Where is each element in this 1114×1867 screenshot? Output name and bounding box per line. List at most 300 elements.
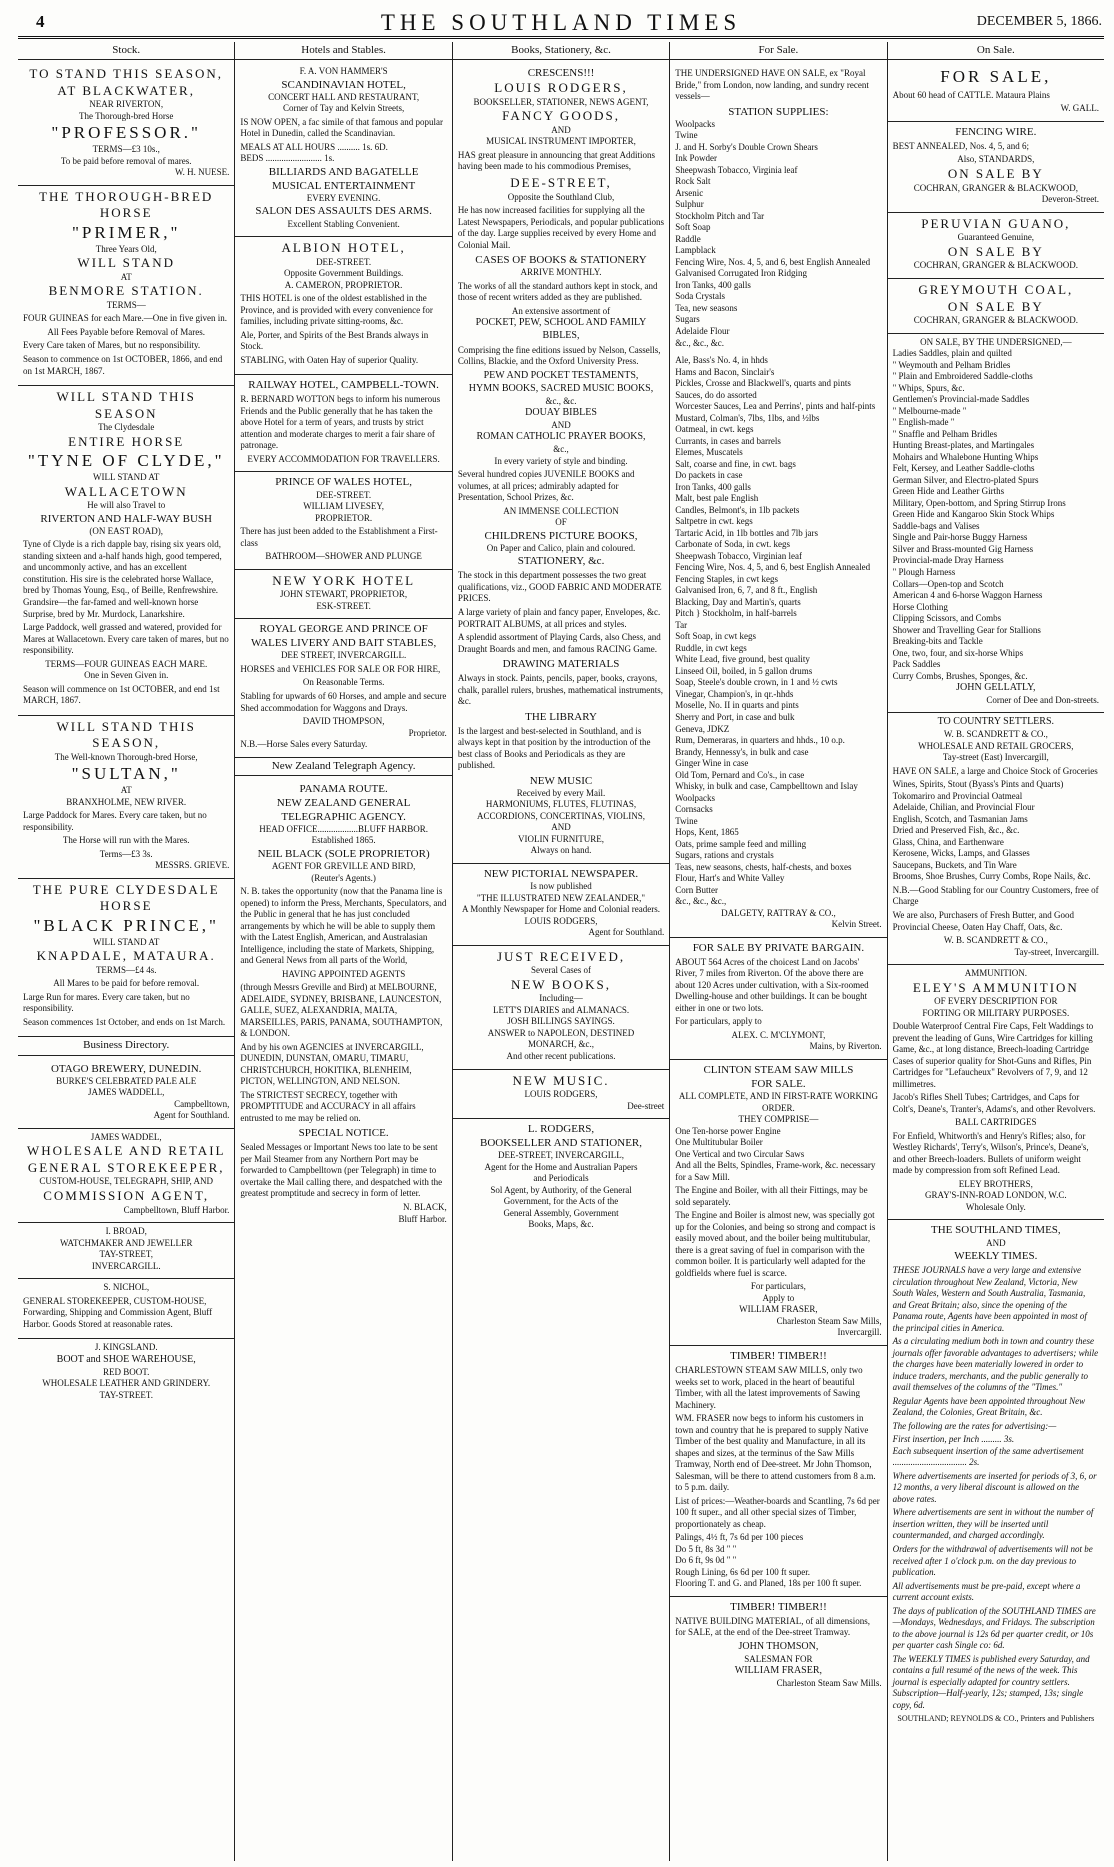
ad-line: Is now published xyxy=(530,881,592,892)
list-item: Woolpacks xyxy=(675,792,715,803)
ad-albion-hotel xyxy=(235,237,451,375)
ad-saddlery xyxy=(888,334,1104,714)
ad-line: General Assembly, Government xyxy=(503,1207,619,1218)
ad-signature: N. BLACK, xyxy=(403,1202,447,1212)
list-item: Clipping Scissors, and Combs xyxy=(892,613,1002,624)
list-item: Old Tom, Pernard and Co's., in case xyxy=(675,769,805,780)
ad-line: WEEKLY TIMES. xyxy=(954,1250,1038,1263)
ad-signature: ALEX. C. M'CLYMONT, xyxy=(731,1029,826,1040)
ad-line: Several Cases of xyxy=(531,965,591,976)
list-item: Saddle-bags and Valises xyxy=(892,520,980,531)
list-item: Sherry and Port, in case and bulk xyxy=(675,712,795,722)
ad-line: STATION SUPPLIES: xyxy=(728,105,829,118)
list-item: Linseed Oil, boiled, in 5 gallon drums xyxy=(675,665,813,676)
list-item: White Lead, five ground, best quality xyxy=(675,654,810,665)
masthead xyxy=(18,6,1104,39)
ad-line: TO COUNTRY SETTLERS. xyxy=(937,716,1055,728)
ad-line: "TYNE OF CLYDE," xyxy=(27,451,225,471)
list-item: Iron Tanks, 400 galls xyxy=(675,481,751,492)
ad-line: Opposite the Southland Club, xyxy=(507,191,615,202)
ad-prince-of-wales-hotel xyxy=(235,472,451,569)
ad-line: HAVING APPOINTED AGENTS xyxy=(281,968,406,979)
issue-date: DECEMBER 5, 1866. xyxy=(976,14,1102,29)
ad-text: R. BERNARD WOTTON begs to inform his numerous Friends and the Public generally that he has taken the above Hotel for a term of years, and trusts by strict attention and moderate charges to merit a fair share of patronage. xyxy=(240,394,441,451)
ad-line: To be paid before removal of mares. xyxy=(60,155,192,166)
ad-fencing-wire xyxy=(888,122,1104,213)
ad-text: Every Care taken of Mares, but no responsibility. xyxy=(23,340,201,351)
ad-line: COMMISSION AGENT, xyxy=(43,1187,210,1203)
ad-line: CHILDRENS PICTURE BOOKS, xyxy=(484,529,638,542)
ad-line: THE LIBRARY xyxy=(525,710,597,723)
ad-line: (Reuter's Agents.) xyxy=(311,872,376,883)
ad-text: About 60 head of CATTLE. Mataura Plains xyxy=(892,89,1050,100)
list-item: Hops, Kent, 1865 xyxy=(675,827,739,838)
ad-line: WILL STAND AT xyxy=(92,936,160,947)
ad-line: Three Years Old, xyxy=(95,243,157,254)
list-item: Ale, Bass's No. 4, in hhds xyxy=(675,355,768,366)
ad-line: Always on hand. xyxy=(530,845,592,856)
ad-line: NEW BOOKS, xyxy=(511,976,611,992)
ad-line: THE SOUTHLAND TIMES, xyxy=(931,1224,1061,1237)
list-item: Oatmeal, in cwt. kegs xyxy=(675,424,754,435)
ad-text: Season will commence on 1st OCTOBER, and end 1st MARCH, 1867. xyxy=(23,683,220,706)
ad-line: Agent for Southland. xyxy=(153,1110,230,1121)
ad-line: GRAY'S-INN-ROAD LONDON, W.C. xyxy=(925,1190,1067,1201)
ad-clinton-saw-mills xyxy=(670,1060,886,1346)
ad-cattle xyxy=(888,63,1104,122)
ad-line: TERMS— xyxy=(106,299,146,310)
ad-text: HORSES and VEHICLES FOR SALE OR FOR HIRE, xyxy=(240,663,441,674)
ad-line: ELEY'S AMMUNITION xyxy=(912,979,1079,995)
ad-line: CONCERT HALL AND RESTAURANT, xyxy=(268,91,420,102)
ad-line: AND xyxy=(986,1237,1006,1248)
ad-line: NEW MUSIC xyxy=(529,774,593,787)
column-for-sale xyxy=(670,42,887,1861)
list-item: One Ten-horse power Engine xyxy=(675,1125,781,1136)
list-item: Glass, China, and Earthenware xyxy=(892,836,1004,847)
list-item: Sugars, rations and crystals xyxy=(675,850,774,861)
ad-line: ROYAL GEORGE AND PRINCE OF WALES LIVERY AND BAIT STABLES, xyxy=(251,623,437,650)
ad-line: BENMORE STATION. xyxy=(48,283,204,299)
list-item: Soft Soap xyxy=(675,222,711,233)
ad-line: PROPRIETOR. xyxy=(315,512,373,523)
ad-timber-2 xyxy=(670,1597,886,1696)
list-item: Galvanised Iron, 6, 7, and 8 ft., English xyxy=(675,585,818,596)
ad-line: Agent for Southland. xyxy=(588,927,665,938)
ad-line: N.B.—Horse Sales every Saturday. xyxy=(240,739,368,750)
ad-line: GENERAL STOREKEEPER, xyxy=(27,1159,225,1175)
ad-line: SALESMAN FOR xyxy=(744,1653,813,1664)
ad-line: TO STAND THIS SEASON, xyxy=(29,66,223,82)
ad-text: BEST ANNEALED, Nos. 4, 5, and 6; xyxy=(892,140,1029,151)
ad-line: DEE-STREET, xyxy=(510,174,612,190)
ad-text: Where advertisements are sent in without the number of insertion written, they will be inserted until countermanded, and charged accordingly. xyxy=(892,1507,1094,1541)
ad-line: BOOKSELLER, STATIONER, NEWS AGENT, xyxy=(473,96,649,107)
ad-line: KNAPDALE, MATAURA. xyxy=(36,948,216,964)
ad-text: CHARLESTOWN STEAM SAW MILLS, only two weeks set to work, placed in the heart of beautiful Timber, with all the latest improvements of Sawing Machinery. xyxy=(675,1365,863,1410)
ad-line: MONARCH, &c., xyxy=(528,1039,595,1050)
ad-line: FENCING WIRE. xyxy=(955,125,1037,138)
ad-text: The days of publication of the SOUTHLAND TIMES are—Mondays, Wednesdays, and Fridays. The subscription to the above journal is 12s 6d per quarter credit, or 10s per quarter cash Single co: 6d. xyxy=(892,1605,1096,1651)
ad-line: THE PURE CLYDESDALE HORSE xyxy=(32,881,220,914)
ad-text: FOUR GUINEAS for each Mare.—One in five given in. xyxy=(23,313,227,324)
column-heading: Hotels and Stables. xyxy=(235,42,451,60)
list-item: Pitch } Stockholm, in half-barrels xyxy=(675,608,797,619)
ad-line: TERMS—£4 4s. xyxy=(95,964,157,975)
ad-line: TIMBER! TIMBER!! xyxy=(730,1349,827,1362)
ad-line: Including— xyxy=(539,993,583,1004)
ad-line: And other recent publications. xyxy=(506,1051,616,1061)
ad-text: The stock in this department possesses the two great qualifications, viz., GOOD FABRIC AND MODERATE PRICES. xyxy=(457,570,662,604)
list-item: Curry Combs, Brushes, Sponges, &c. xyxy=(892,670,1028,681)
list-item: Cornsacks xyxy=(675,804,713,815)
ad-line: Corner of Tay and Kelvin Streets, xyxy=(283,103,405,114)
column-heading: On Sale. xyxy=(888,42,1104,60)
ad-text: Large Paddock for Mares. Every care taken, but no responsibility. xyxy=(23,810,207,832)
ad-text: The Engine and Boiler is almost new, was specially got up for the Colonies, and being so strong and compact is easily moved about, and the boiler being multitubular, there is a great saving of fuel in comparison with the common boiler. It is particularly well adapted for the goldfields where fuel is scarce. xyxy=(675,1210,876,1278)
ad-signature: JOHN THOMSON, xyxy=(738,1640,819,1652)
ad-line: Established 1865. xyxy=(311,835,376,846)
list-item: Saltpetre in cwt. kegs xyxy=(675,516,753,527)
ad-text: Where advertisements are inserted for periods of 3, 6, or 12 months, a very liberal discount is allowed on the above rates. xyxy=(892,1470,1097,1504)
ad-line: The Clydesdale xyxy=(98,422,155,433)
ad-telegraph-agency xyxy=(235,779,451,1231)
ad-line: AMMUNITION. xyxy=(964,968,1027,979)
ad-text: There has just been added to the Establishment a First-class xyxy=(240,526,438,548)
list-item: Vinegar, Champion's, in qr.-hhds xyxy=(675,688,794,699)
supplies-list xyxy=(675,119,881,349)
ad-signature: COCHRAN, GRANGER & BLACKWOOD. xyxy=(913,260,1078,271)
ad-line: Dee-street xyxy=(627,1100,665,1111)
ad-line: Government, for the Acts of the xyxy=(503,1196,619,1207)
ad-line: MUSICAL ENTERTAINMENT xyxy=(272,179,416,192)
ad-line: JUST RECEIVED, xyxy=(496,948,626,964)
ad-line: BEDS ......................... 1s. xyxy=(240,153,335,164)
list-item: Provincial-made Dray Harness xyxy=(892,555,1004,566)
list-item: " English-made " xyxy=(892,417,955,428)
column-hotels xyxy=(235,42,452,1861)
ad-line: STATIONERY, &c. xyxy=(517,555,605,568)
ad-line: PERUVIAN GUANO, xyxy=(921,215,1071,231)
newspaper-title: THE SOUTHLAND TIMES xyxy=(380,10,742,35)
list-item: Twine xyxy=(675,815,698,826)
ad-text: A splendid assortment of Playing Cards, also Chess, and Draught Boards and men, and famous RACING Game. xyxy=(457,632,661,654)
list-item: American 4 and 6-horse Waggon Harness xyxy=(892,590,1043,601)
ad-text: Large Paddock, well grassed and watered, provided for Mares at Wallacetown. Every care taken of mares, but no responsibility. xyxy=(23,622,229,656)
ad-line: Apply to xyxy=(762,1292,795,1303)
ad-line: On Paper and Calico, plain and coloured. xyxy=(486,542,636,553)
column-heading: For Sale. xyxy=(670,42,886,60)
ad-broad xyxy=(18,1223,234,1279)
ad-line: ON SALE BY xyxy=(947,165,1044,181)
ad-line: EVERY EVENING. xyxy=(306,192,381,203)
list-item: Hams and Bacon, Sinclair's xyxy=(675,366,775,377)
list-item: Soda Crystals xyxy=(675,291,725,302)
groceries-list xyxy=(893,779,1099,883)
ad-text: WM. FRASER now begs to inform his customers in town and country that he is prepared to supply Native Timber of the best quality and Manufacture, in all its shapes and sizes, at the terminus of the Saw Mills Tramway, North end of Dee-street. Mr John Thomson, Salesman, will be there to attend customers from 8 a.m. to 5 p.m. daily. xyxy=(675,1413,876,1493)
list-item: Tokomariro and Provincial Oatmeal xyxy=(892,790,1023,801)
ad-line: One in Seven Given in. xyxy=(84,670,169,681)
column-on-sale xyxy=(888,42,1104,1861)
ad-line: WATCHMAKER AND JEWELLER xyxy=(59,1237,193,1248)
list-item: Flour, Hart's and White Valley xyxy=(675,873,785,884)
ad-text: Double Waterproof Central Fire Caps, Felt Waddings to prevent the leading of Guns, Wire Cartridges for killing Game, &c., at long distance, Breech-loading Cartridge Cases of superior quality for Shot-Guns and Rifles, Pin Cartridges for "Lefaucheux" Revolvers of 7, 9, and 12 millimetres. xyxy=(892,1021,1094,1089)
ad-line: OF EVERY DESCRIPTION FOR xyxy=(934,996,1058,1007)
list-item: &c., &c., &c. xyxy=(675,337,724,348)
ad-private-bargain xyxy=(670,938,886,1060)
ad-line: POCKET, PEW, SCHOOL AND FAMILY BIBLES, xyxy=(475,317,647,342)
ad-line: Also, STANDARDS, xyxy=(957,154,1035,165)
ad-line: ESK-STREET. xyxy=(316,600,371,611)
list-item: Green Hide and Kangaroo Skin Stock Whips xyxy=(892,509,1055,520)
ad-text: The works of all the standard authors kept in stock, and those of recent writers added as they are published. xyxy=(457,280,658,303)
ad-line: SALON DES ASSAULTS DES ARMS. xyxy=(255,205,432,218)
ad-text: Tyne of Clyde is a rich dapple bay, rising six years old, standing sixteen and a-half hands high, good tempered, and uncommonly active, and has an excellent constitution. His sire is the celebrated horse Wallace, bred by Thomas Young, Esq., of Beille, Renfrewshire. Grandsire—the far-famed and well-known horse Surprise, bred by Mr. Murdock, Lanarkshire. xyxy=(23,539,222,619)
list-item: Salt, coarse and fine, in cwt. bags xyxy=(675,458,796,469)
ad-line: Tay-street, Invercargill. xyxy=(1014,946,1100,957)
list-item: Mustard, Colman's, 7lbs, 1lbs, and ½lbs xyxy=(675,412,820,423)
ad-line: CASES OF BOOKS & STATIONERY xyxy=(475,254,647,267)
list-item: Military, Open-bottom, and Spring Stirrup Irons xyxy=(892,497,1066,508)
ad-southland-times xyxy=(888,1220,1104,1730)
ad-line: L. RODGERS, xyxy=(527,1123,595,1136)
ad-line: CUSTOM-HOUSE, TELEGRAPH, SHIP, AND xyxy=(39,1176,214,1187)
list-item: First insertion, per Inch ......... 3s. xyxy=(892,1434,1015,1445)
ad-line: Proprietor. xyxy=(408,727,447,738)
ad-line: PANAMA ROUTE. xyxy=(299,782,388,795)
ad-nichol xyxy=(18,1279,234,1339)
list-item: German Silver, and Electro-plated Spurs xyxy=(892,474,1039,485)
ad-line: A. CAMERON, PROPRIETOR. xyxy=(284,279,403,290)
ad-text: Stabling for upwards of 60 Horses, and ample and secure Shed accommodation for Waggons and Drays. xyxy=(240,691,447,713)
ad-line: BOOKSELLER AND STATIONER, xyxy=(480,1137,642,1150)
ad-text: THESE JOURNALS have a very large and extensive circulation throughout New Zealand, Victoria, New South Wales, Western and South Australia, Tasmania, and Great Britain; also, since the opening of the Panama route, Agents have been appointed in most of the principal cities in America. xyxy=(892,1265,1087,1333)
list-item: Do packets in case xyxy=(675,470,743,481)
ad-text: Ale, Porter, and Spirits of the Best Brands always in Stock. xyxy=(240,329,429,352)
ad-rodgers-books xyxy=(453,63,669,864)
ad-line: Excellent Stabling Convenient. xyxy=(287,218,400,229)
ad-line: JAMES WADDEL, xyxy=(90,1131,162,1142)
list-item: Do 6 ft, 9s 0d " " xyxy=(675,1555,737,1566)
ad-line: MEALS AT ALL HOURS .......... 1s. 6D. xyxy=(240,141,388,152)
ad-text: The Engine and Boiler, with all their Fittings, may be sold separately. xyxy=(675,1185,868,1207)
ad-line: He will also Travel to xyxy=(87,500,166,511)
supplies-list-2 xyxy=(675,355,881,908)
ad-text: HAS great pleasure in announcing that great Additions having been made to his commodious Premises, xyxy=(457,149,656,172)
ad-text: All advertisements must be pre-paid, except where a current account exists. xyxy=(892,1580,1081,1603)
ad-line: ROMAN CATHOLIC PRAYER BOOKS, xyxy=(476,431,646,443)
ad-eley-ammunition xyxy=(888,965,1104,1220)
ad-just-received xyxy=(453,946,669,1070)
ad-greymouth-coal xyxy=(888,279,1104,334)
ad-line: An extensive assortment of xyxy=(511,305,611,316)
ad-line: DEE-STREET, INVERCARGILL, xyxy=(497,1150,625,1161)
ad-line: ACCORDIONS, CONCERTINAS, VIOLINS, xyxy=(476,810,646,821)
list-item: " Weymouth and Pelham Bridles xyxy=(892,359,1011,370)
list-item: Green Hide and Leather Girths xyxy=(892,486,1005,497)
list-item: English, Scotch, and Tasmanian Jams xyxy=(892,813,1028,824)
ad-line: WILL STAND THIS SEASON, xyxy=(56,718,196,751)
ad-line: FANCY GOODS, xyxy=(502,108,620,124)
ad-text: Season commences 1st October, and ends on 1st March. xyxy=(23,1016,226,1027)
ad-text: Regular Agents have been appointed throughout New Zealand, the Colonies, Great Britain, &c. xyxy=(892,1395,1086,1418)
ad-line: ON SALE, BY THE UNDERSIGNED,— xyxy=(920,336,1072,347)
ad-line: ALBION HOTEL, xyxy=(281,240,406,256)
ad-line: EVERY ACCOMMODATION FOR TRAVELLERS. xyxy=(247,453,440,464)
ad-line: ENTIRE HORSE xyxy=(68,433,185,449)
ad-line: JAMES WADDELL, xyxy=(88,1087,165,1098)
ad-sultan xyxy=(18,716,234,879)
ad-line: NEAR RIVERTON, xyxy=(89,99,164,110)
list-item: Flooring T. and G. and Planed, 18s per 100 ft super. xyxy=(675,1578,862,1589)
list-item: Blacking, Day and Martin's, quarts xyxy=(675,596,801,607)
ad-text: He has now increased facilities for supplying all the Latest Newspapers, Periodicals, and popular publications of the day. Large supplies received by every Home and Colonial Mail. xyxy=(457,205,665,250)
ad-line: NEW YORK HOTEL xyxy=(272,572,416,588)
ad-line: OTAGO BREWERY, DUNEDIN. xyxy=(50,1062,202,1075)
ad-line: AT xyxy=(120,271,132,282)
ad-line: Wholesale Only. xyxy=(965,1201,1026,1212)
list-item: " Plain and Embroidered Saddle-cloths xyxy=(892,371,1033,382)
ad-line: DRAWING MATERIALS xyxy=(502,658,620,671)
ad-text: Large Run for mares. Every care taken, but no responsibility. xyxy=(23,991,190,1014)
ad-line: ANSWER to NAPOLEON, DESTINED xyxy=(487,1027,635,1038)
ad-text: THIS HOTEL is one of the oldest established in the Province, and is provided with every convenience for families, including private sitting-rooms, &c. xyxy=(240,293,433,327)
list-item: Whisky, in bulk and case, Campbelltown and Islay xyxy=(675,781,858,792)
list-item: Candles, Belmont's, in 1lb packets xyxy=(675,504,800,515)
ad-line: FOR SALE BY PRIVATE BARGAIN. xyxy=(692,941,865,954)
ad-line: "BLACK PRINCE," xyxy=(33,916,219,936)
column-books xyxy=(453,42,670,1861)
printer-imprint: SOUTHLAND; REYNOLDS & CO., Printers and Publishers xyxy=(897,1714,1095,1724)
ad-line: TERMS—£3 10s., xyxy=(92,144,160,155)
ad-line: BURKE'S CELEBRATED PALE ALE xyxy=(56,1075,197,1086)
ad-text: Season to commence on 1st OCTOBER, 1866, and end on 1st MARCH, 1867. xyxy=(23,354,223,376)
ad-line: I. BROAD, xyxy=(105,1226,147,1237)
ad-line: NEW PICTORIAL NEWSPAPER. xyxy=(483,868,639,880)
list-item: Breaking-bits and Tackle xyxy=(892,636,983,647)
ad-line: FOR SALE. xyxy=(751,1078,806,1091)
list-item: Mohairs and Whalebone Hunting Whips xyxy=(892,451,1039,462)
list-item: Tartaric Acid, in 1lb bottles and 7lb jars xyxy=(675,527,819,538)
list-item: Pack Saddles xyxy=(892,659,941,670)
ad-line: "PROFESSOR." xyxy=(51,123,201,143)
ad-line: W. B. SCANDRETT & CO., xyxy=(943,729,1048,740)
ad-line: TAY-STREET. xyxy=(99,1389,153,1400)
list-item: Soap, Steele's double crown, in 1 and ½ cwts xyxy=(675,677,838,688)
ad-line: Bluff Harbor. xyxy=(398,1213,447,1224)
ad-line: CLINTON STEAM SAW MILLS xyxy=(703,1064,854,1076)
ad-text: IS NOW OPEN, a fac simile of that famous and popular Hotel in Dunedin, called the Scandinavian. xyxy=(240,116,443,139)
ad-line: HYMN BOOKS, SACRED MUSIC BOOKS, xyxy=(468,382,654,394)
ad-signature: W. H. NUESE. xyxy=(174,167,230,178)
list-item: Currants, in cases and barrels xyxy=(675,435,781,446)
ad-text: ABOUT 564 Acres of the choicest Land on Jacobs' River, 7 miles from Riverton. Of the above there are about 120 Acres under cultivation, with a Six-roomed Dwelling-house and other buildings. It can be bought either in one or two lots. xyxy=(675,956,869,1013)
list-item: Rough Lining, 6s 6d per 100 ft super. xyxy=(675,1566,810,1577)
ad-line: F. A. VON HAMMER'S xyxy=(299,66,388,77)
ad-line: BATHROOM—SHOWER AND PLUNGE xyxy=(265,551,422,562)
list-item: " Melbourne-made " xyxy=(892,405,967,416)
list-item: One Multitubular Boiler xyxy=(675,1137,763,1148)
ad-line: Books, Maps, &c. xyxy=(528,1219,594,1230)
ad-line: Mains, by Riverton. xyxy=(809,1041,882,1052)
ad-signature: DAVID THOMPSON, xyxy=(302,716,385,727)
ad-text: N. B. takes the opportunity (now that the Panama line is opened) to inform the Press, Merchants, Speculators, and the Public in general that he has just concluded arrangements by which he will be able to supply them with the Latest English, American, and Australasian Intelligence, including the state of Markets, Shipping, and General News from all parts of the World, xyxy=(240,886,447,966)
ad-line: FORTING OR MILITARY PURPOSES. xyxy=(922,1007,1070,1018)
ad-line: AN IMMENSE COLLECTION xyxy=(503,505,619,516)
list-item: Collars—Open-top and Scotch xyxy=(892,578,1004,589)
list-item: Rum, Demeraras, in quarters and hhds., 10 o.p. xyxy=(675,735,845,746)
ad-royal-george-stables xyxy=(235,619,451,757)
list-item: Woolpacks xyxy=(675,118,715,129)
list-item: Lampblack xyxy=(675,245,716,256)
list-item: Tar xyxy=(675,619,688,630)
ad-line: PRINCE OF WALES HOTEL, xyxy=(275,476,412,489)
ad-line: On Reasonable Terms. xyxy=(302,677,385,688)
ad-line: &c., &c. xyxy=(545,395,577,406)
ad-line: RIVERTON AND HALF-WAY BUSH xyxy=(40,512,212,525)
list-item: Dried and Preserved Fish, &c., &c. xyxy=(892,825,1020,836)
list-item: Twine xyxy=(675,130,698,141)
ad-line: Charleston Steam Saw Mills, xyxy=(776,1315,882,1326)
ad-line: JOSH BILLINGS SAYINGS. xyxy=(507,1016,615,1027)
list-item: Pickles, Crosse and Blackwell's, quarts and pints xyxy=(675,378,851,389)
ad-line: NEW MUSIC. xyxy=(512,1072,610,1088)
page-number: 4 xyxy=(36,12,45,31)
ad-line: Guaranteed Genuine, xyxy=(957,232,1035,243)
list-item: Adelaide Flour xyxy=(675,325,730,336)
ad-peruvian-guano xyxy=(888,213,1104,279)
ad-professor xyxy=(18,63,234,186)
ad-line: AND xyxy=(551,822,571,833)
ad-line: NEIL BLACK (SOLE PROPRIETOR) xyxy=(257,847,430,860)
ad-line: MUSICAL INSTRUMENT IMPORTER, xyxy=(486,136,636,147)
ad-line: (ON EAST ROAD), xyxy=(89,525,163,536)
ad-line: RED BOOT. xyxy=(103,1366,150,1377)
ad-line: SPECIAL NOTICE. xyxy=(298,1127,389,1140)
ad-line: Agent for the Home and Australian Papers xyxy=(484,1161,638,1172)
list-item: Fencing Wire, Nos. 4, 5, and 6, best English Annealed xyxy=(675,256,871,267)
list-item: Gentlemen's Provincial-made Saddles xyxy=(892,394,1030,405)
ad-line: SCANDINAVIAN HOTEL, xyxy=(281,78,406,91)
list-item: Do 5 ft, 8s 3d " " xyxy=(675,1543,737,1554)
ad-line: TIMBER! TIMBER!! xyxy=(730,1600,827,1613)
ad-line: J. KINGSLAND. xyxy=(94,1342,158,1353)
ad-text: And by his own AGENCIES at INVERCARGILL, DUNEDIN, DUNSTAN, OMARU, TIMARU, CHRISTCHURCH, HOKITIKA, BLENHEIM, PICTON, WELLINGTON, AND NELSON. xyxy=(240,1041,424,1087)
ad-black-prince xyxy=(18,879,234,1038)
ad-line: THEY COMPRISE— xyxy=(738,1114,819,1125)
list-item: Malt, best pale English xyxy=(675,493,759,504)
ad-text: N.B.—Good Stabling for our Country Customers, free of Charge xyxy=(892,884,1099,907)
ad-text: GENERAL STOREKEEPER, CUSTOM-HOUSE, Forwarding, Shipping and Commission Agent, Bluff Harbor. Goods Stored at reasonable rates. xyxy=(23,1295,213,1329)
ad-text: Jacob's Rifles Shell Tubes; Cartridges, and Caps for Colt's, Deane's, Tranter's, Adams's, and other Revolvers. xyxy=(892,1092,1096,1114)
ad-line: TERMS—FOUR GUINEAS EACH MARE. xyxy=(45,658,208,669)
ad-line: WHOLESALE LEATHER AND GRINDERY. xyxy=(42,1378,211,1389)
ad-line: Invercargill. xyxy=(837,1327,882,1338)
list-item: J. and H. Sorby's Double Crown Shears xyxy=(675,141,818,152)
ad-line: For particulars, xyxy=(750,1281,806,1292)
column-heading: Books, Stationery, &c. xyxy=(453,42,669,60)
ad-text: Orders for the withdrawal of advertisements will not be received after 1 o'clock p.m. on the day previous to publication. xyxy=(892,1544,1093,1578)
ad-line: Terms—£3 3s. xyxy=(99,848,153,859)
ad-text: The WEEKLY TIMES is published every Saturday, and contains a full resumé of the news of the week. This journal is especially adapted for country settlers. Subscription—Half-yearly, 12s; stamped, 13s; single copy, 6d. xyxy=(892,1653,1090,1710)
ad-text: For particulars, apply to xyxy=(675,1016,762,1027)
list-item: Corn Butter xyxy=(675,884,718,895)
list-item: Single and Pair-horse Buggy Harness xyxy=(892,532,1028,543)
list-item: One Vertical and two Circular Saws xyxy=(675,1148,805,1159)
ad-line: ON SALE BY xyxy=(947,243,1044,259)
ad-text: The Horse will run with the Mares. xyxy=(62,835,190,846)
ad-signature: COCHRAN, GRANGER & BLACKWOOD. xyxy=(913,315,1078,326)
